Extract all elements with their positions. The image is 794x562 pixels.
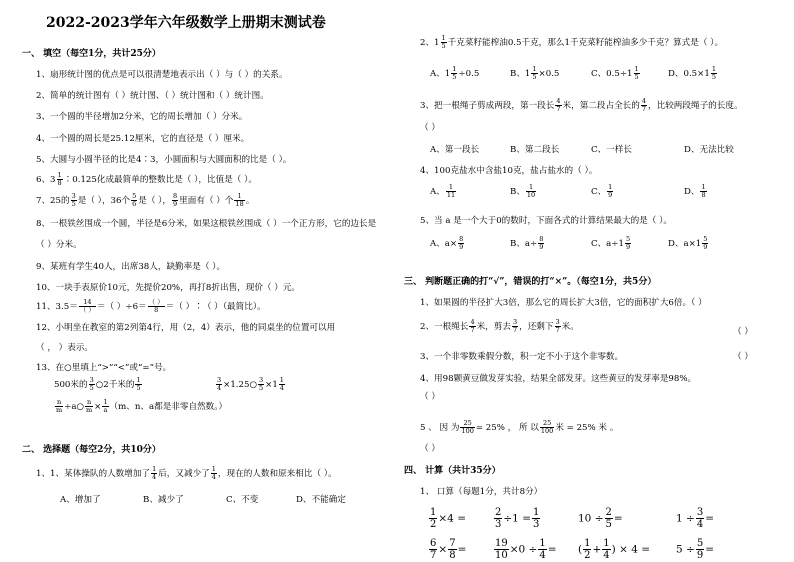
- calc-item-4: 1 ÷ $\frac{3}{4}$ =: [676, 507, 715, 530]
- choice-5-option-a: A、a× $\frac{8}{9}$: [430, 235, 464, 251]
- judgement-3-paren: （ ）: [733, 352, 753, 362]
- question-13-item2: $\frac{3}{4}$ ×1.25○ $\frac{3}{5}$ ×1 $\frac{1}{4}$: [217, 376, 284, 392]
- judgement-1: 1、如果圆的半径扩大3倍，那么它的周长扩大3倍，它的面积扩大6倍。（ ）: [420, 298, 707, 308]
- judgement-2-paren: （ ）: [733, 327, 753, 337]
- judgement-5-paren: （ ）: [420, 444, 440, 454]
- judgement-3: 3、一个非零数乘假分数，积一定不小于这个非零数。: [420, 352, 624, 362]
- question-10: 10、一块手表原价10元，先提价20%，再打8折出售，现价（ ）元。: [36, 283, 301, 293]
- page-title: 2022-2023学年六年级数学上册期末测试卷: [46, 15, 326, 31]
- choice-2-option-d: D、0.5×1 $\frac{1}{5}$: [668, 65, 716, 81]
- question-4: 4、一个圆的周长是25.12厘米，它的直径是（ ）厘米。: [36, 134, 250, 144]
- question-6: 6、3 $\frac{1}{8}$ ∶0.125化成最简单的整数比是（ ），比值是（ ）。: [36, 171, 258, 187]
- choice-5: 5、当 a 是一个大于0的数时，下面各式的计算结果最大的是（ ）。: [420, 216, 672, 226]
- choice-5-option-d: D、a×1 $\frac{5}{9}$: [668, 235, 708, 251]
- choice-5-option-b: B、a÷ $\frac{8}{9}$: [510, 235, 544, 251]
- question-11: 11、3.5＝ 14 （ ） ＝（ ）÷6＝ （ ） 8 ＝（ ）∶（ ）（最简比）。: [36, 298, 266, 314]
- choice-1: 1、1、某体操队的人数增加了 $\frac{1}{4}$ 后，又减少了 $\frac{1}{4}$ ，现在的人数和原来相比（ ）。: [36, 465, 337, 481]
- choice-1-option-d: D、不能确定: [296, 495, 346, 505]
- choice-1-option-c: C、不变: [226, 495, 259, 505]
- judgement-2: 2、一根绳长 $\frac{4}{7}$ 米，剪去 $\frac{3}{7}$ ，还剩下 $\frac{3}{7}$ 米。: [420, 318, 579, 334]
- calc-item-3: 10 ÷ $\frac{2}{5}$ =: [578, 507, 623, 530]
- choice-4: 4、100克盐水中含盐10克，盐占盐水的（ ）。: [420, 166, 598, 176]
- choice-3: 3、把一根绳子剪成两段，第一段长 $\frac{4}{7}$ 米，第二段占全长的 $\frac{4}{7}$ ，比较两段绳子的长度。: [420, 97, 743, 113]
- question-7: 7、25的 $\frac{3}{5}$ 是（ ），36个 $\frac{5}{6}$ 是（ ）， $\frac{8}{9}$ 里面有（ ）个 $\frac{1}{18}$ 。: [36, 192, 255, 208]
- choice-2-option-c: C、0.5÷1 $\frac{1}{5}$: [591, 65, 639, 81]
- question-1: 1、扇形统计图的优点是可以很清楚地表示出（ ）与（ ）的关系。: [36, 70, 288, 80]
- choice-3-option-b: B、第二段长: [510, 145, 560, 155]
- choice-2: 2、1 $\frac{1}{5}$ 千克菜籽能榨油0.5千克，那么1千克菜籽能榨油多少千克？算式是（ ）。: [420, 34, 724, 50]
- section-header-judgement: 三、 判断题正确的打“√”，错误的打“×”。（每空1分，共5分）: [404, 277, 657, 287]
- calc-subheader-mental: 1、 口算（每题1分，共计8分）: [420, 487, 543, 497]
- question-8-line1: 8、一根铁丝围成一个圆，半径是6分米，如果这根铁丝围成（ ）一个正方形，它的边长是: [36, 219, 377, 229]
- question-3: 3、一个圆的半径增加2分米，它的周长增加（ ）分米。: [36, 112, 248, 122]
- judgement-5: 5 、 因 为 $\frac{25}{100}$ = 25% ， 所 以 $\frac{25}{100}$ 米 = 25% 米 。: [420, 419, 619, 435]
- question-8-line2: （ ）分米。: [36, 240, 82, 250]
- choice-4-option-d: D、 $\frac{1}{8}$: [684, 183, 706, 199]
- calc-item-1: $\frac{1}{2}$ ×4 =: [430, 507, 466, 530]
- section-header-choice: 二、 选择题（每空2分，共10分）: [22, 445, 161, 455]
- choice-5-option-c: C、a÷1 $\frac{5}{9}$: [591, 235, 631, 251]
- question-12-line1: 12、小明坐在教室的第2列第4行，用（2，4）表示，他的同桌坐的位置可以用: [36, 323, 336, 333]
- question-9: 9、某班有学生40人，出席38人，缺勤率是（ ）。: [36, 262, 226, 272]
- choice-3-option-c: C、一样长: [591, 145, 632, 155]
- question-13: 13、在○里填上“>”“<”或“=”号。: [36, 363, 172, 373]
- choice-1-option-b: B、减少了: [143, 495, 184, 505]
- section-header-fill-in: 一、 填空（每空1分，共计25分）: [22, 49, 161, 59]
- section-header-calculation: 四、 计算（共计35分）: [404, 466, 501, 476]
- judgement-4: 4、用98颗黄豆做发芽实验，结果全部发芽。这些黄豆的发芽率是98%。: [420, 374, 697, 384]
- choice-3-option-d: D、无法比较: [684, 145, 734, 155]
- calc-item-6: $\frac{19}{10}$ ×0 ÷ $\frac{1}{4}$ =: [495, 538, 557, 561]
- choice-3-option-a: A、第一段长: [430, 145, 480, 155]
- choice-1-option-a: A、增加了: [60, 495, 101, 505]
- question-2: 2、简单的统计图有（ ）统计图、（ ）统计图和（ ）统计图。: [36, 91, 269, 101]
- choice-4-option-c: C、 $\frac{1}{9}$: [591, 183, 613, 199]
- question-12-line2: （ ， ）表示。: [36, 343, 94, 353]
- question-13-item3: $\frac{n}{m}$ ÷a○ $\frac{n}{m}$ × $\frac{1}{a}$ （m、n、a都是非零自然数。）: [56, 398, 228, 414]
- calc-item-5: $\frac{6}{7}$ × $\frac{7}{8}$ =: [430, 538, 467, 561]
- choice-4-option-b: B、 $\frac{1}{10}$: [510, 183, 536, 199]
- question-5: 5、大圆与小圆半径的比是4∶3，小圆面积与大圆面积的比是（ ）。: [36, 155, 292, 165]
- calc-item-8: 5 ÷ $\frac{5}{9}$ =: [676, 538, 715, 561]
- choice-2-option-a: A、1 $\frac{1}{5}$ ÷0.5: [430, 65, 480, 81]
- judgement-4-paren: （ ）: [420, 392, 440, 402]
- question-13-item1: 500米的 $\frac{3}{5}$ ○2千米的 $\frac{1}{5}$: [54, 376, 141, 392]
- choice-4-option-a: A、 $\frac{1}{11}$: [430, 183, 456, 199]
- calc-item-7: ( $\frac{1}{2}$ + $\frac{1}{4}$ ) × 4 =: [578, 538, 651, 561]
- calc-item-2: $\frac{2}{3}$ ÷1 = $\frac{1}{3}$: [495, 507, 540, 530]
- choice-3-answer-paren: （ ）: [420, 123, 440, 133]
- choice-2-option-b: B、1 $\frac{1}{5}$ ×0.5: [510, 65, 560, 81]
